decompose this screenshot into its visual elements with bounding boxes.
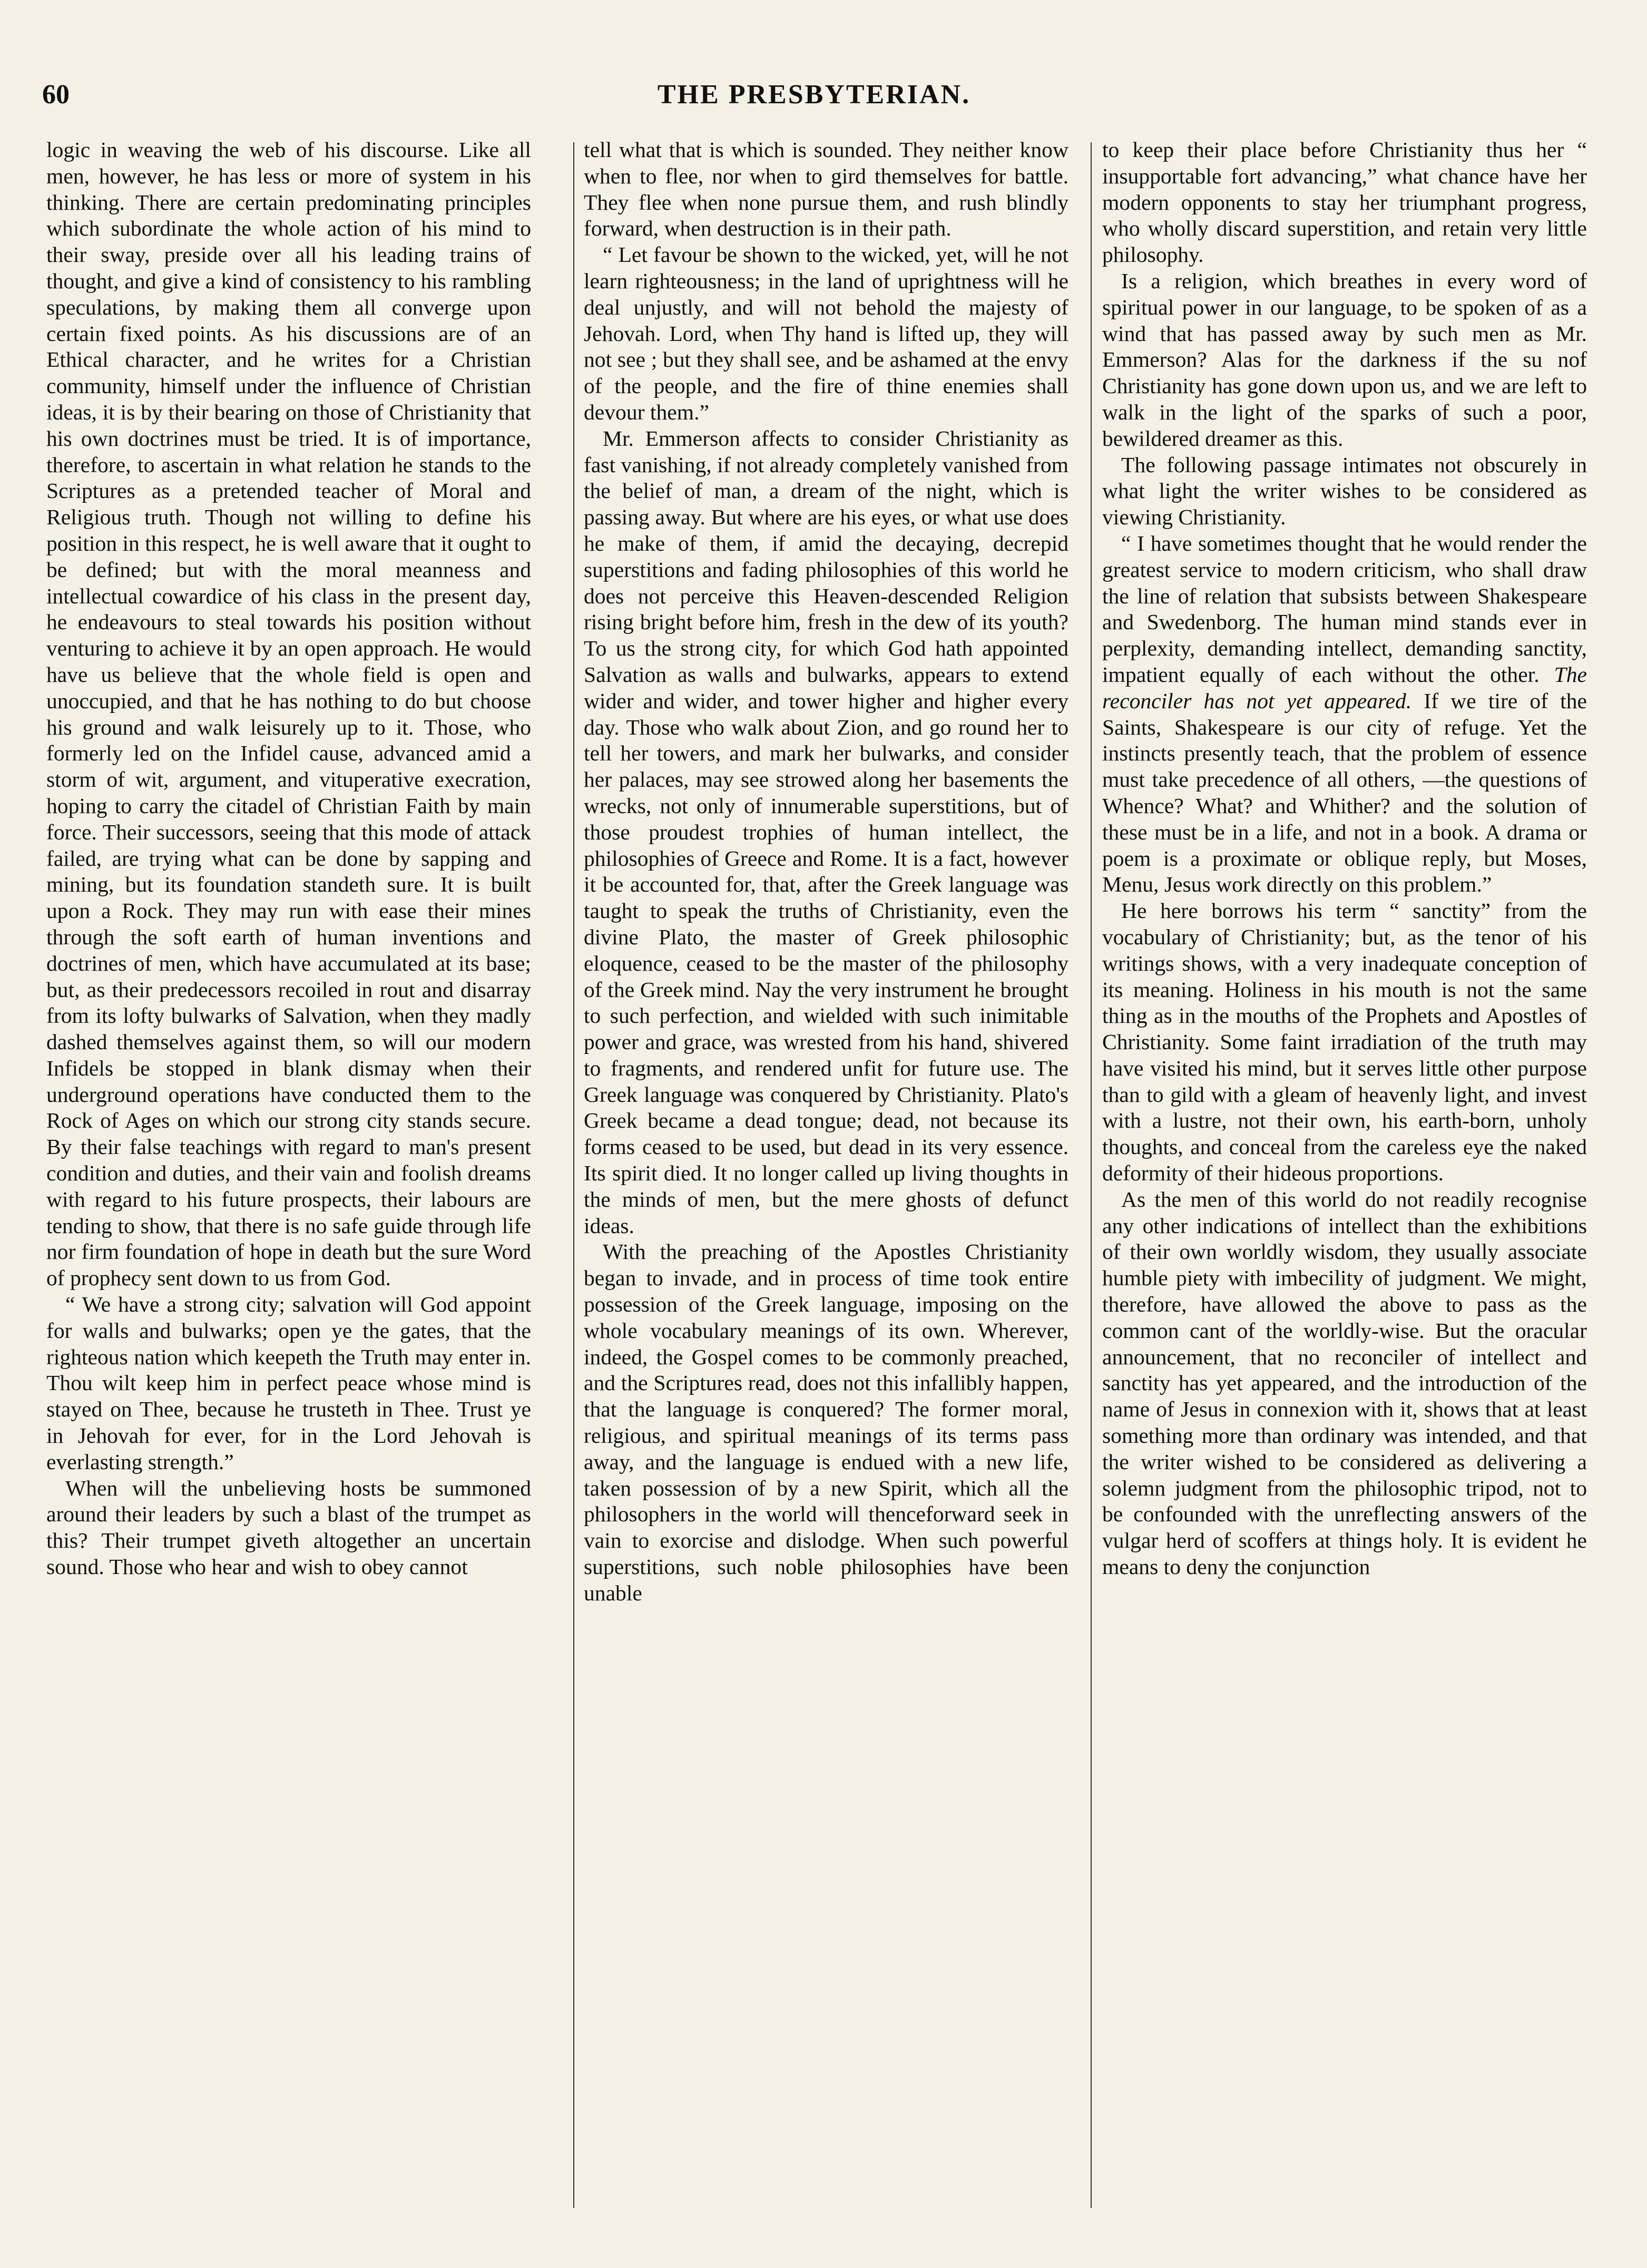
italic-phrase: The reconciler has not yet appeared. <box>1102 662 1587 713</box>
column-rule <box>573 142 574 2208</box>
paragraph: He here borrows his term “ sanctity” from the vocabulary of Christianity; but, as the tenor of his writings shows, with a very inadequate conception of its meaning. Holiness in his mouth is not the same thing as in the mouths of the Prophets and Apostles of Christianity. Some faint irradiation of the truth may have visited his mind, but it serves little other purpose than to gild with a gleam of heavenly light, and invest with a lustre, not their own, his earth-born, unholy thoughts, and conceal from the careless eye the naked deformity of their hideous proportions. <box>1102 898 1587 1186</box>
paragraph: tell what that is which is sounded. They neither know when to flee, nor when to gird themselves for battle. They flee when none pursue them, and rush blindly forward, when destruction is in their path. <box>584 138 1068 241</box>
text-column-3 <box>1102 137 1587 2224</box>
paragraph: “ Let favour be shown to the wicked, yet, will he not learn righteousness; in the land of uprightness will he deal unjustly, and will not behold the majesty of Jehovah. Lord, when Thy hand is lifted up, they will not see ; but they shall see, and be ashamed at the envy of the people, and the fire of thine enemies shall devour them.” <box>584 242 1068 424</box>
running-title: THE PRESBYTERIAN. <box>657 80 971 110</box>
paragraph: logic in weaving the web of his discourse. Like all men, however, he has less or more of system in his thinking. There are certain predominating principles which subordinate the whole action of his mind to their sway, preside over all his leading trains of thought, and give a kind of consistency to his rambling speculations, by making them all converge upon certain fixed points. As his discussions are of an Ethical character, and he writes for a Christian community, himself under the influence of Christian ideas, it is by their bearing on those of Christianity that his own doctrines must be tried. It is of importance, therefore, to ascertain in what relation he stands to the Scriptures as a pretended teacher of Moral and Religious truth. Though not willing to define his position in this respect, he is well aware that it ought to be defined; but with the moral meanness and intellectual cowardice of his class in the present day, he endeavours to steal towards his position without venturing to achieve it by an open approach. He would have us believe that the whole field is open and unoccupied, and that he has nothing to do but choose his ground and walk leisurely up to it. Those, who formerly led on the Infidel cause, advanced amid a storm of wit, argument, and vituperative execration, hoping to carry the citadel of Christian Faith by main force. Their successors, seeing that this mode of attack failed, are trying what can be done by sapping and mining, but its foundation standeth sure. It is built upon a Rock. They may run with ease their mines through the soft earth of human inventions and doctrines of men, which have accumulated at its base; but, as their predecessors recoiled in rout and disarray from its lofty bulwarks of Salvation, when they madly dashed themselves against them, so will our modern Infidels be stopped in blank dismay when their underground operations have conducted them to the Rock of Ages on which our strong city stands secure. By their false teachings with regard to man's present condition and duties, and their vain and foolish dreams with regard to his future prospects, their labours are tending to show, that there is no safe guide through life nor firm foundation of hope in death but the sure Word of prophecy sent down to us from God. <box>46 138 531 1291</box>
quotation-paragraph <box>1102 531 1587 898</box>
quotation-text: “ I have sometimes thought that he would render the greatest service to modern criticism, who shall draw the line of relation that subsists between Shakespeare and Swedenborg. The human mind stands ever in perplexity, demanding intellect, demanding sanctity, impatient equally of each without the other. <box>1102 531 1587 687</box>
paragraph: The following passage intimates not obscurely in what light the writer wishes to be considered as viewing Christianity. <box>1102 452 1587 530</box>
paragraph: Is a religion, which breathes in every word of spiritual power in our language, to be spoken of as a wind that has passed away by such men as Mr. Emmerson? Alas for the darkness if the su nof Christianity has gone down upon us, and we are left to walk in the light of the sparks of such a poor, bewildered dreamer as this. <box>1102 268 1587 451</box>
paragraph: “ We have a strong city; salvation will God appoint for walls and bulwarks; open ye the gates, that the righteous nation which keepeth the Truth may enter in. Thou wilt keep him in perfect peace whose mind is stayed on Thee, because he trusteth in Thee. Trust ye in Jehovah for ever, for in the Lord Jehovah is everlasting strength.” <box>46 1292 531 1474</box>
paragraph: When will the unbelieving hosts be summoned around their leaders by such a blast of the trumpet as this? Their trumpet giveth altogether an uncertain sound. Those who hear and wish to obey cannot <box>46 1475 531 1579</box>
quotation-text: If we tire of the Saints, Shakespeare is our city of refuge. Yet the instincts presently teach, that the problem of essence must take precedence of all others, —the questions of Whence? What? and Whither? and the solution of these must be in a life, and not in a book. A drama or poem is a proximate or oblique reply, but Moses, Menu, Jesus work directly on this problem.” <box>1102 688 1587 897</box>
paragraph: As the men of this world do not readily recognise any other indications of intellect than the exhibitions of their own worldly wisdom, they usually associate humble piety with imbecility of judgment. We might, therefore, have allowed the above to pass as the common cant of the worldly-wise. But the oracular announcement, that no reconciler of intellect and sanctity has yet appeared, and the introduction of the name of Jesus in connexion with it, shows that at least something more than ordinary was intended, and that the writer wished to be considered as delivering a solemn judgment from the philosophic tripod, not to be confounded with the unreflecting answers of the vulgar herd of scoffers at things holy. It is evident he means to deny the conjunction <box>1102 1187 1587 1579</box>
text-column-2 <box>584 137 1068 2224</box>
page-header <box>42 79 1586 121</box>
paragraph: Mr. Emmerson affects to consider Christianity as fast vanishing, if not already completely vanished from the belief of man, a dream of the night, which is passing away. But where are his eyes, or what use does he make of them, if amid the decaying, decrepid superstitions and fading philosophies of this world he does not perceive this Heaven-descended Religion rising bright before him, fresh in the dew of its youth? To us the strong city, for which God hath appointed Salvation as walls and bulwarks, appears to extend wider and wider, and tower higher and higher every day. Those who walk about Zion, and go round her to tell her towers, and mark her bulwarks, and consider her palaces, may see strowed along her basements the wrecks, not only of innumerable superstitions, but of those proudest trophies of human intellect, the philosophies of Greece and Rome. It is a fact, however it be accounted for, that, after the Greek language was taught to speak the truths of Christianity, even the divine Plato, the master of Greek philosophic eloquence, ceased to be the master of the philosophy of the Greek mind. Nay the very instrument he brought to such perfection, and wielded with such inimitable power and grace, was wrested from his hand, shivered to fragments, and rendered unfit for future use. The Greek language was conquered by Christianity. Plato's Greek became a dead tongue; dead, not because its forms ceased to be used, but dead in its very essence. Its spirit died. It no longer called up living thoughts in the minds of men, but the mere ghosts of defunct ideas. <box>584 426 1068 1238</box>
column-rule <box>1091 142 1092 2208</box>
paragraph: With the preaching of the Apostles Christianity began to invade, and in process of time took entire possession of the Greek language, imposing on the whole vocabulary meanings of its own. Wherever, indeed, the Gospel comes to be commonly preached, and the Scriptures read, does not this infallibly happen, that the language is conquered? The former moral, religious, and spiritual meanings of its terms pass away, and the language is endued with a new life, taken possession of by a new Spirit, which all the philosophers in the world will thenceforward seek in vain to exorcise and dislodge. When such powerful superstitions, such noble philosophies have been unable <box>584 1239 1068 1605</box>
text-column-1 <box>46 137 531 2224</box>
paragraph: to keep their place before Christianity thus her “ insupportable fort advancing,” what chance have her modern opponents to stay her triumphant progress, who wholly discard superstition, and retain very little philosophy. <box>1102 138 1587 267</box>
page-number: 60 <box>42 80 70 110</box>
